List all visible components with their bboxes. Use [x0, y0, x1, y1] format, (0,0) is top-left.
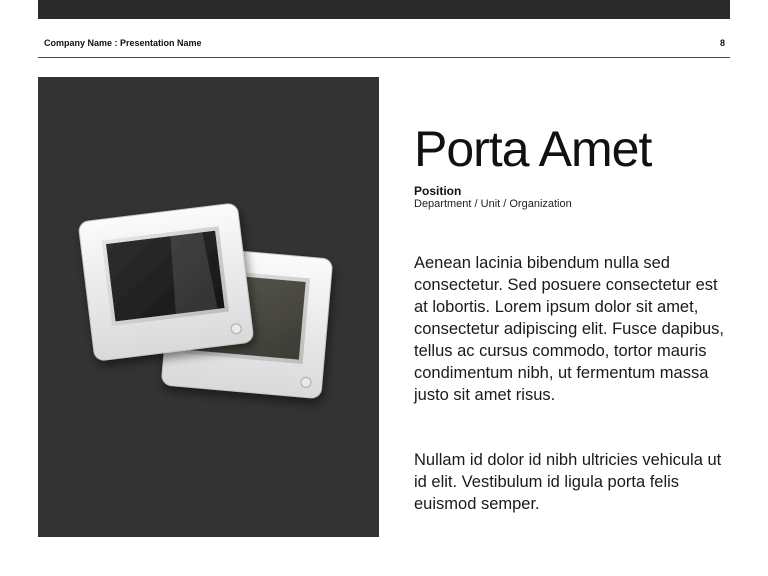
body-paragraph-2: Nullam id dolor id nibh ultricies vehicula ut id elit. Vestibulum id ligula porta felis euismod semper. [414, 451, 722, 513]
header-title: Company Name : Presentation Name [44, 38, 202, 48]
front-slide [78, 203, 254, 361]
header-divider [38, 57, 730, 58]
slide-title: Porta Amet [414, 121, 652, 177]
top-bar [38, 0, 730, 19]
department-label: Department / Unit / Organization [414, 198, 572, 210]
image-panel [38, 77, 379, 537]
photo-slides-icon [38, 77, 379, 537]
body-paragraph-1: Aenean lacinia bibendum nulla sed consectetur. Sed posuere consectetur est at lobortis. Lorem ipsum dolor sit amet, consectetur adipiscing elit. Fusce dapibus, tellus ac cursus commodo, tortor mauris condimentum nibh, ut fermentum massa justo sit amet risus. [414, 254, 725, 404]
position-label: Position [414, 184, 462, 198]
page-number: 8 [719, 38, 725, 48]
